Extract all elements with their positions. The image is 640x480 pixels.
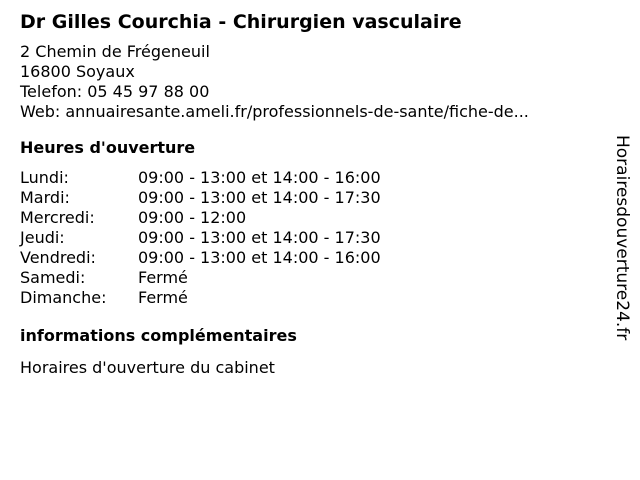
day-label: Mardi: xyxy=(20,188,70,207)
day-label: Dimanche: xyxy=(20,288,107,307)
business-listing xyxy=(20,10,600,378)
hours-row-monday xyxy=(20,168,600,188)
hours-row-wednesday xyxy=(20,208,600,228)
hours-row-friday xyxy=(20,248,600,268)
day-hours: 09:00 - 13:00 et 14:00 - 17:30 xyxy=(138,188,381,207)
page-title: Dr Gilles Courchia - Chirurgien vasculaire xyxy=(20,11,462,33)
address-city: 16800 Soyaux xyxy=(20,62,135,81)
info-heading: informations complémentaires xyxy=(20,326,297,345)
day-label: Vendredi: xyxy=(20,248,96,267)
hours-row-sunday xyxy=(20,288,600,308)
hours-row-thursday xyxy=(20,228,600,248)
opening-hours-table xyxy=(20,168,600,308)
day-hours: 09:00 - 13:00 et 14:00 - 16:00 xyxy=(138,248,381,267)
day-label: Lundi: xyxy=(20,168,69,187)
hours-row-saturday xyxy=(20,268,600,288)
day-hours: 09:00 - 13:00 et 14:00 - 16:00 xyxy=(138,168,381,187)
day-hours: 09:00 - 12:00 xyxy=(138,208,247,227)
day-hours: 09:00 - 13:00 et 14:00 - 17:30 xyxy=(138,228,381,247)
address-street: 2 Chemin de Frégeneuil xyxy=(20,42,210,61)
hours-heading: Heures d'ouverture xyxy=(20,138,196,157)
hours-row-tuesday xyxy=(20,188,600,208)
phone-number[interactable]: Telefon: 05 45 97 88 00 xyxy=(20,82,210,101)
website-link[interactable]: Web: annuairesante.ameli.fr/professionnels-de-sante/fiche-de... xyxy=(20,102,529,121)
site-watermark: Horairesdouverture24.fr xyxy=(612,135,632,341)
day-hours: Fermé xyxy=(138,288,188,307)
info-text: Horaires d'ouverture du cabinet xyxy=(20,358,275,377)
contact-block xyxy=(20,42,600,122)
day-hours: Fermé xyxy=(138,268,188,287)
day-label: Samedi: xyxy=(20,268,86,287)
day-label: Jeudi: xyxy=(20,228,65,247)
day-label: Mercredi: xyxy=(20,208,95,227)
